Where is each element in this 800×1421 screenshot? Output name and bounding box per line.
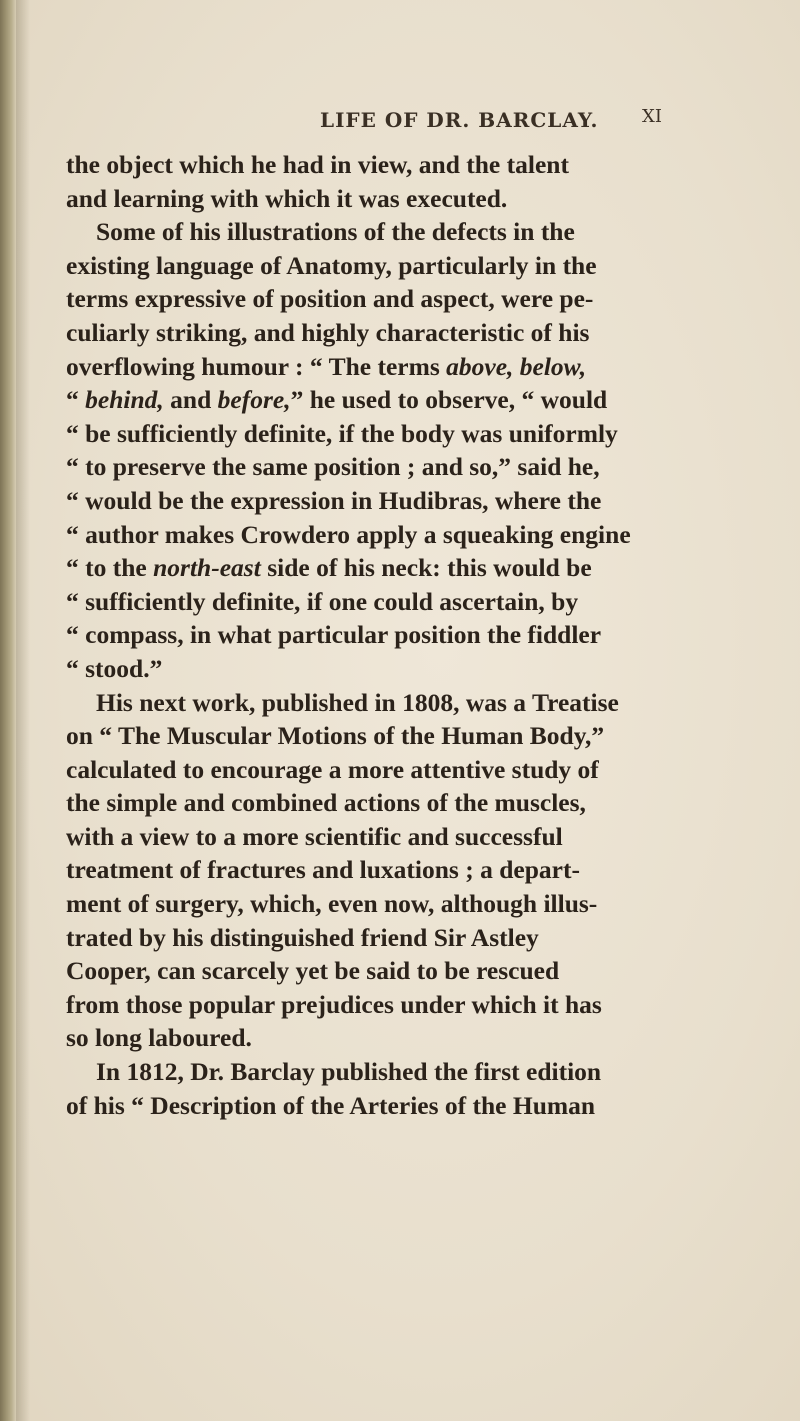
text-line: trated by his distinguished friend Sir Astley [66, 922, 539, 952]
text-line: calculated to encourage a more attentive study of [66, 754, 599, 784]
text-line: existing language of Anatomy, particularly in the [66, 250, 597, 280]
body-text [66, 148, 706, 1122]
text-line: Some of his illustrations of the defects in the [96, 217, 575, 247]
text-line: with a view to a more scientific and successful [66, 821, 563, 851]
text-line: “ sufficiently definite, if one could ascertain, by [66, 586, 579, 616]
italic-word: behind, [85, 385, 164, 415]
page-binding-edge [0, 0, 16, 1421]
text-line: “ to preserve the same position ; and so,” said he, [66, 452, 600, 482]
text-line: terms expressive of position and aspect, were pe- [66, 284, 594, 314]
text-line: ment of surgery, which, even now, although illus- [66, 889, 598, 919]
text-segment: ” he used to observe, “ would [290, 385, 608, 415]
text-line: from those popular prejudices under which it has [66, 989, 602, 1019]
text-line: “ be sufficiently definite, if the body was uniformly [66, 418, 618, 448]
text-segment: “ to the [66, 553, 154, 583]
text-line: culiarly striking, and highly characteristic of his [66, 317, 590, 347]
text-line: so long laboured. [66, 1023, 252, 1053]
text-segment: and [163, 385, 218, 415]
binding-shadow [16, 0, 30, 1421]
italic-word: above, [446, 351, 514, 381]
text-line: the simple and combined actions of the muscles, [66, 788, 586, 818]
text-line: and learning with which it was executed. [66, 183, 508, 213]
text-line: treatment of fractures and luxations ; a depart- [66, 855, 580, 885]
text-line: Cooper, can scarcely yet be said to be rescued [66, 956, 560, 986]
text-line-mixed [66, 383, 706, 417]
italic-word: before, [217, 385, 291, 415]
italic-word: north-east [153, 553, 261, 583]
text-line: “ would be the expression in Hudibras, where the [66, 485, 602, 515]
text-line: “ compass, in what particular position the fiddler [66, 620, 602, 650]
text-segment: “ [66, 385, 86, 415]
text-line-mixed [66, 350, 706, 384]
text-line: the object which he had in view, and the talent [66, 150, 569, 179]
page-number: XI [642, 106, 662, 127]
text-line: of his “ Description of the Arteries of the Human [66, 1090, 596, 1120]
text-line-mixed [66, 551, 706, 585]
text-line: His next work, published in 1808, was a Treatise [96, 687, 619, 717]
text-line: “ stood.” [66, 653, 163, 683]
text-line: In 1812, Dr. Barclay published the first edition [96, 1057, 602, 1087]
text-segment: side of his neck: this would be [260, 553, 592, 583]
text-line: “ author makes Crowdero apply a squeaking engine [66, 519, 631, 549]
italic-word: below, [519, 351, 587, 381]
text-line: on “ The Muscular Motions of the Human Body,” [66, 721, 605, 751]
text-segment: overflowing humour : “ The terms [66, 351, 447, 381]
running-head: LIFE OF DR. BARCLAY. [320, 108, 599, 132]
